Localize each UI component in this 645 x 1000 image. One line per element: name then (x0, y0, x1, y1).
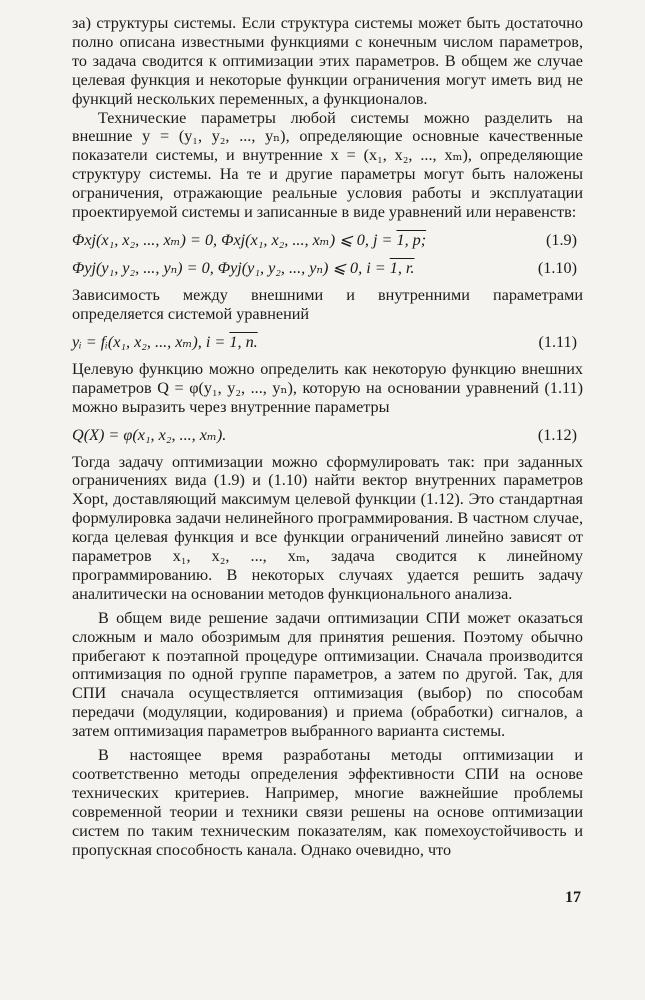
paragraph-3: Зависимость между внешними и внутренними параметрами определяется системой уравнений (72, 285, 583, 323)
equation-1-12 (72, 425, 583, 445)
paragraph-7: В настоящее время разработаны методы оптимизации и соответственно методы определения эффективности СПИ на основе технических критериев. Например, многие важнейшие проблемы современной теории и техники связи решены на основе оптимизации систем по таким техническим показателям, как помехоустойчивость и пропускная способность канала. Однако очевидно, что (72, 746, 583, 859)
paragraph-5: Тогда задачу оптимизации можно сформулировать так: при заданных ограничениях вида (1.9) и (1.10) найти вектор внутренних параметров Xopt, доставляющий максимум целевой функции (1.12). Это стандартная формулировка задачи нелинейного программирования. В частном случае, когда целевая функция и все функции ограничений линейно зависят от параметров x₁, x₂, ..., xₘ, задача сводится к линейному программированию. В некоторых случаях удается решить задачу аналитически на основании методов функционального анализа. (72, 452, 583, 603)
equation-1-12-number: (1.12) (537, 425, 577, 444)
paragraph-1: за) структуры системы. Если структура системы может быть достаточно полно описана известными функциями с конечным числом параметров, то задача сводится к оптимизации этих параметров. В общем же случае целевая функция и некоторые функции ограничения могут иметь вид не функций нескольких переменных, а функционалов. (72, 14, 583, 108)
equation-1-10-number: (1.10) (537, 258, 577, 277)
equation-1-11 (72, 332, 583, 352)
equation-1-10-body: Φyj(y₁, y₂, ..., yₙ) = 0, Φyj(y₁, y₂, ..., yₙ) ⩽ 0, i = 1, r. (72, 258, 415, 277)
equation-1-12-body: Q(X) = φ(x₁, x₂, ..., xₘ). (72, 425, 227, 444)
equation-1-11-body: yᵢ = fᵢ(x₁, x₂, ..., xₘ), i = 1, n. (72, 332, 258, 351)
paragraph-4: Целевую функцию можно определить как некоторую функцию внешних параметров Q = φ(y₁, y₂, ..., yₙ), которую на основании уравнений (1.11) можно выразить через внутренние параметры (72, 359, 583, 416)
paragraph-6: В общем виде решение задачи оптимизации СПИ может оказаться сложным и мало обозримым для принятия решения. Поэтому обычно прибегают к поэтапной процедуре оптимизации. Сначала производится оптимизация по одной группе параметров, а затем по другой. Так, для СПИ сначала осуществляется оптимизация (выбор) по способам передачи (модуляции, кодирования) и приема (обработки) сигналов, а затем оптимизация параметров выбранного варианта системы. (72, 608, 583, 741)
paragraph-2: Технические параметры любой системы можно разделить на внешние y = (y₁, y₂, ..., yₙ), определяющие основные качественные показатели системы, и внутренние x = (x₁, x₂, ..., xₘ), определяющие структуру системы. На те и другие параметры могут быть наложены ограничения, отражающие реальные условия работы и эксплуатации проектируемой системы и записанные в виде уравнений или неравенств: (72, 108, 583, 222)
equation-1-9 (72, 230, 583, 250)
equation-1-9-body: Φxj(x₁, x₂, ..., xₘ) = 0, Φxj(x₁, x₂, ..., xₘ) ⩽ 0, j = 1, p; (72, 230, 427, 249)
equation-1-9-number: (1.9) (545, 230, 577, 249)
page-number: 17 (565, 889, 581, 906)
equation-1-11-number: (1.11) (538, 332, 577, 351)
equation-1-10 (72, 258, 583, 278)
